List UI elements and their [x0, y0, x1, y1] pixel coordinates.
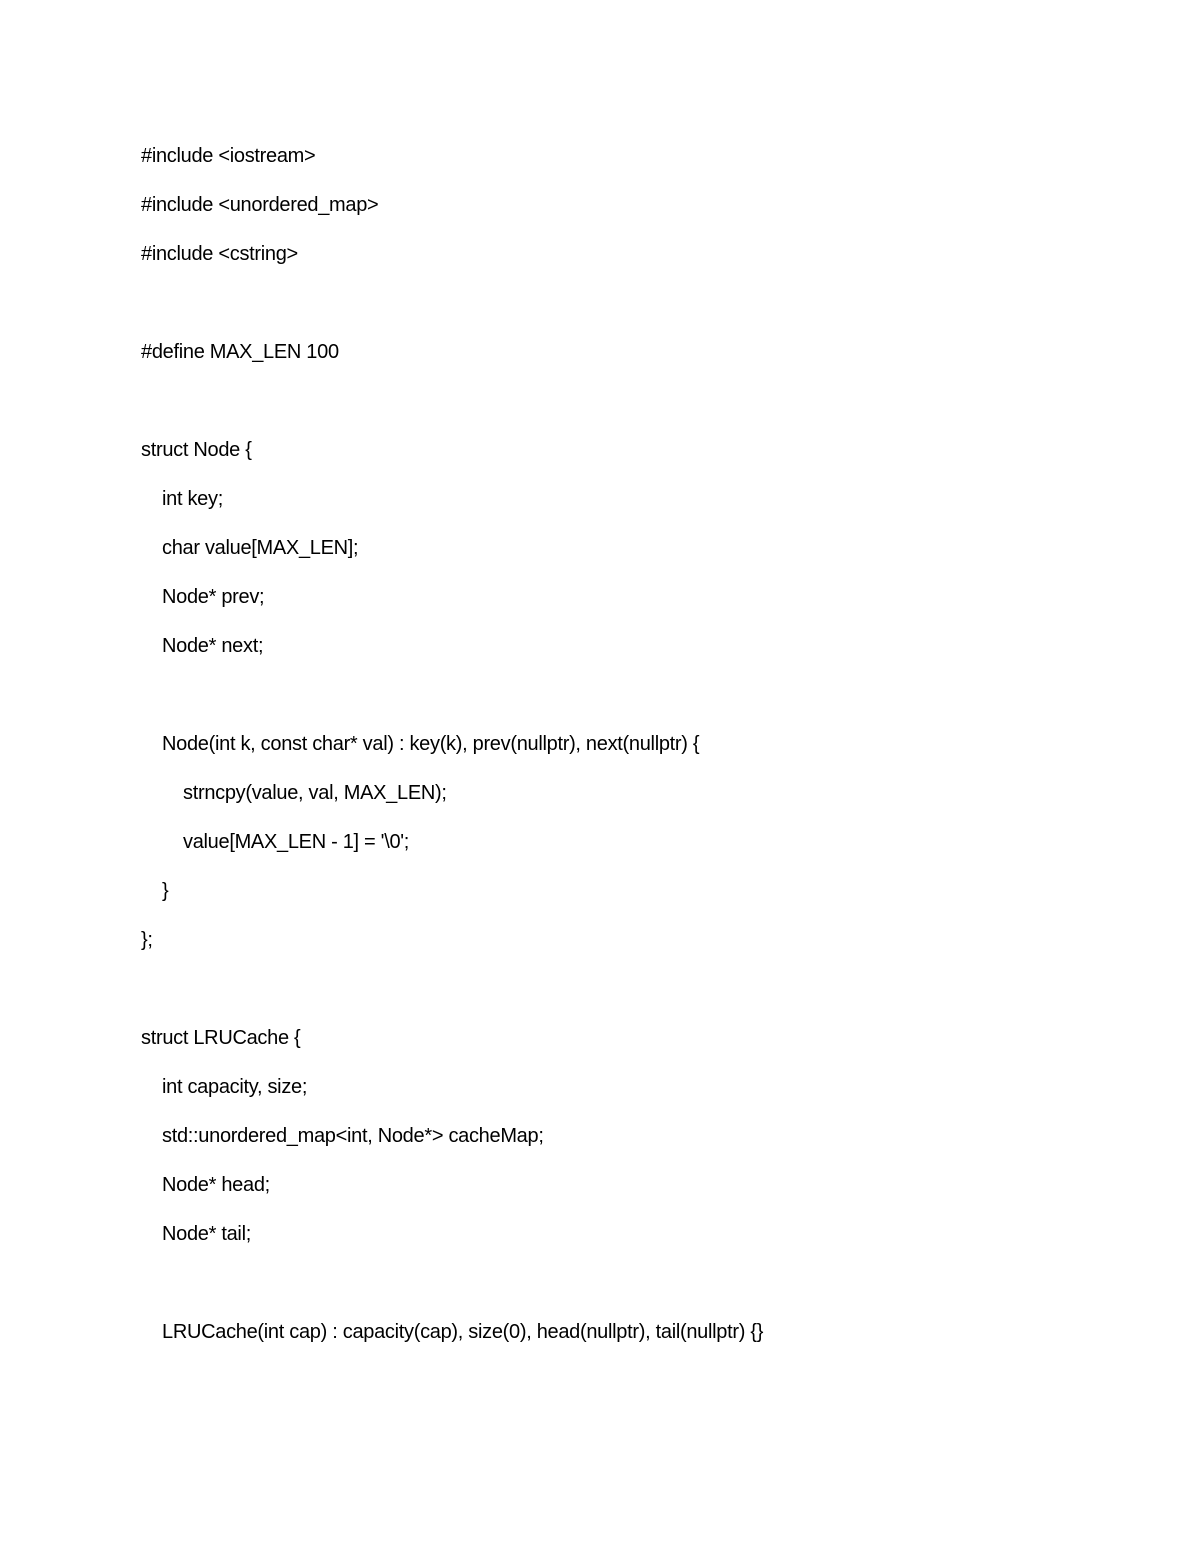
code-line: Node(int k, const char* val) : key(k), prev(nullptr), next(nullptr) { [162, 733, 700, 755]
code-line: Node* tail; [162, 1223, 251, 1245]
code-line: strncpy(value, val, MAX_LEN); [183, 782, 447, 804]
code-line: Node* head; [162, 1174, 270, 1196]
code-line: #include <iostream> [141, 145, 316, 167]
code-line: char value[MAX_LEN]; [162, 537, 359, 559]
code-line: int capacity, size; [162, 1076, 308, 1098]
code-line: #include <unordered_map> [141, 194, 379, 216]
blank-line [141, 974, 1121, 1023]
code-line: int key; [162, 488, 223, 510]
code-block [141, 141, 1121, 1366]
blank-line [141, 386, 1121, 435]
code-line: LRUCache(int cap) : capacity(cap), size(0), head(nullptr), tail(nullptr) {} [162, 1321, 764, 1343]
code-line: #include <cstring> [141, 243, 298, 265]
code-line: #define MAX_LEN 100 [141, 341, 339, 363]
code-line: Node* next; [162, 635, 264, 657]
code-line: value[MAX_LEN - 1] = '\0'; [183, 831, 410, 853]
code-line: Node* prev; [162, 586, 265, 608]
code-line: } [162, 880, 169, 902]
code-line: std::unordered_map<int, Node*> cacheMap; [162, 1125, 544, 1147]
blank-line [141, 680, 1121, 729]
blank-line [141, 1268, 1121, 1317]
blank-line [141, 288, 1121, 337]
code-line: struct Node { [141, 439, 252, 461]
code-line: struct LRUCache { [141, 1027, 301, 1049]
code-line: }; [141, 929, 153, 951]
